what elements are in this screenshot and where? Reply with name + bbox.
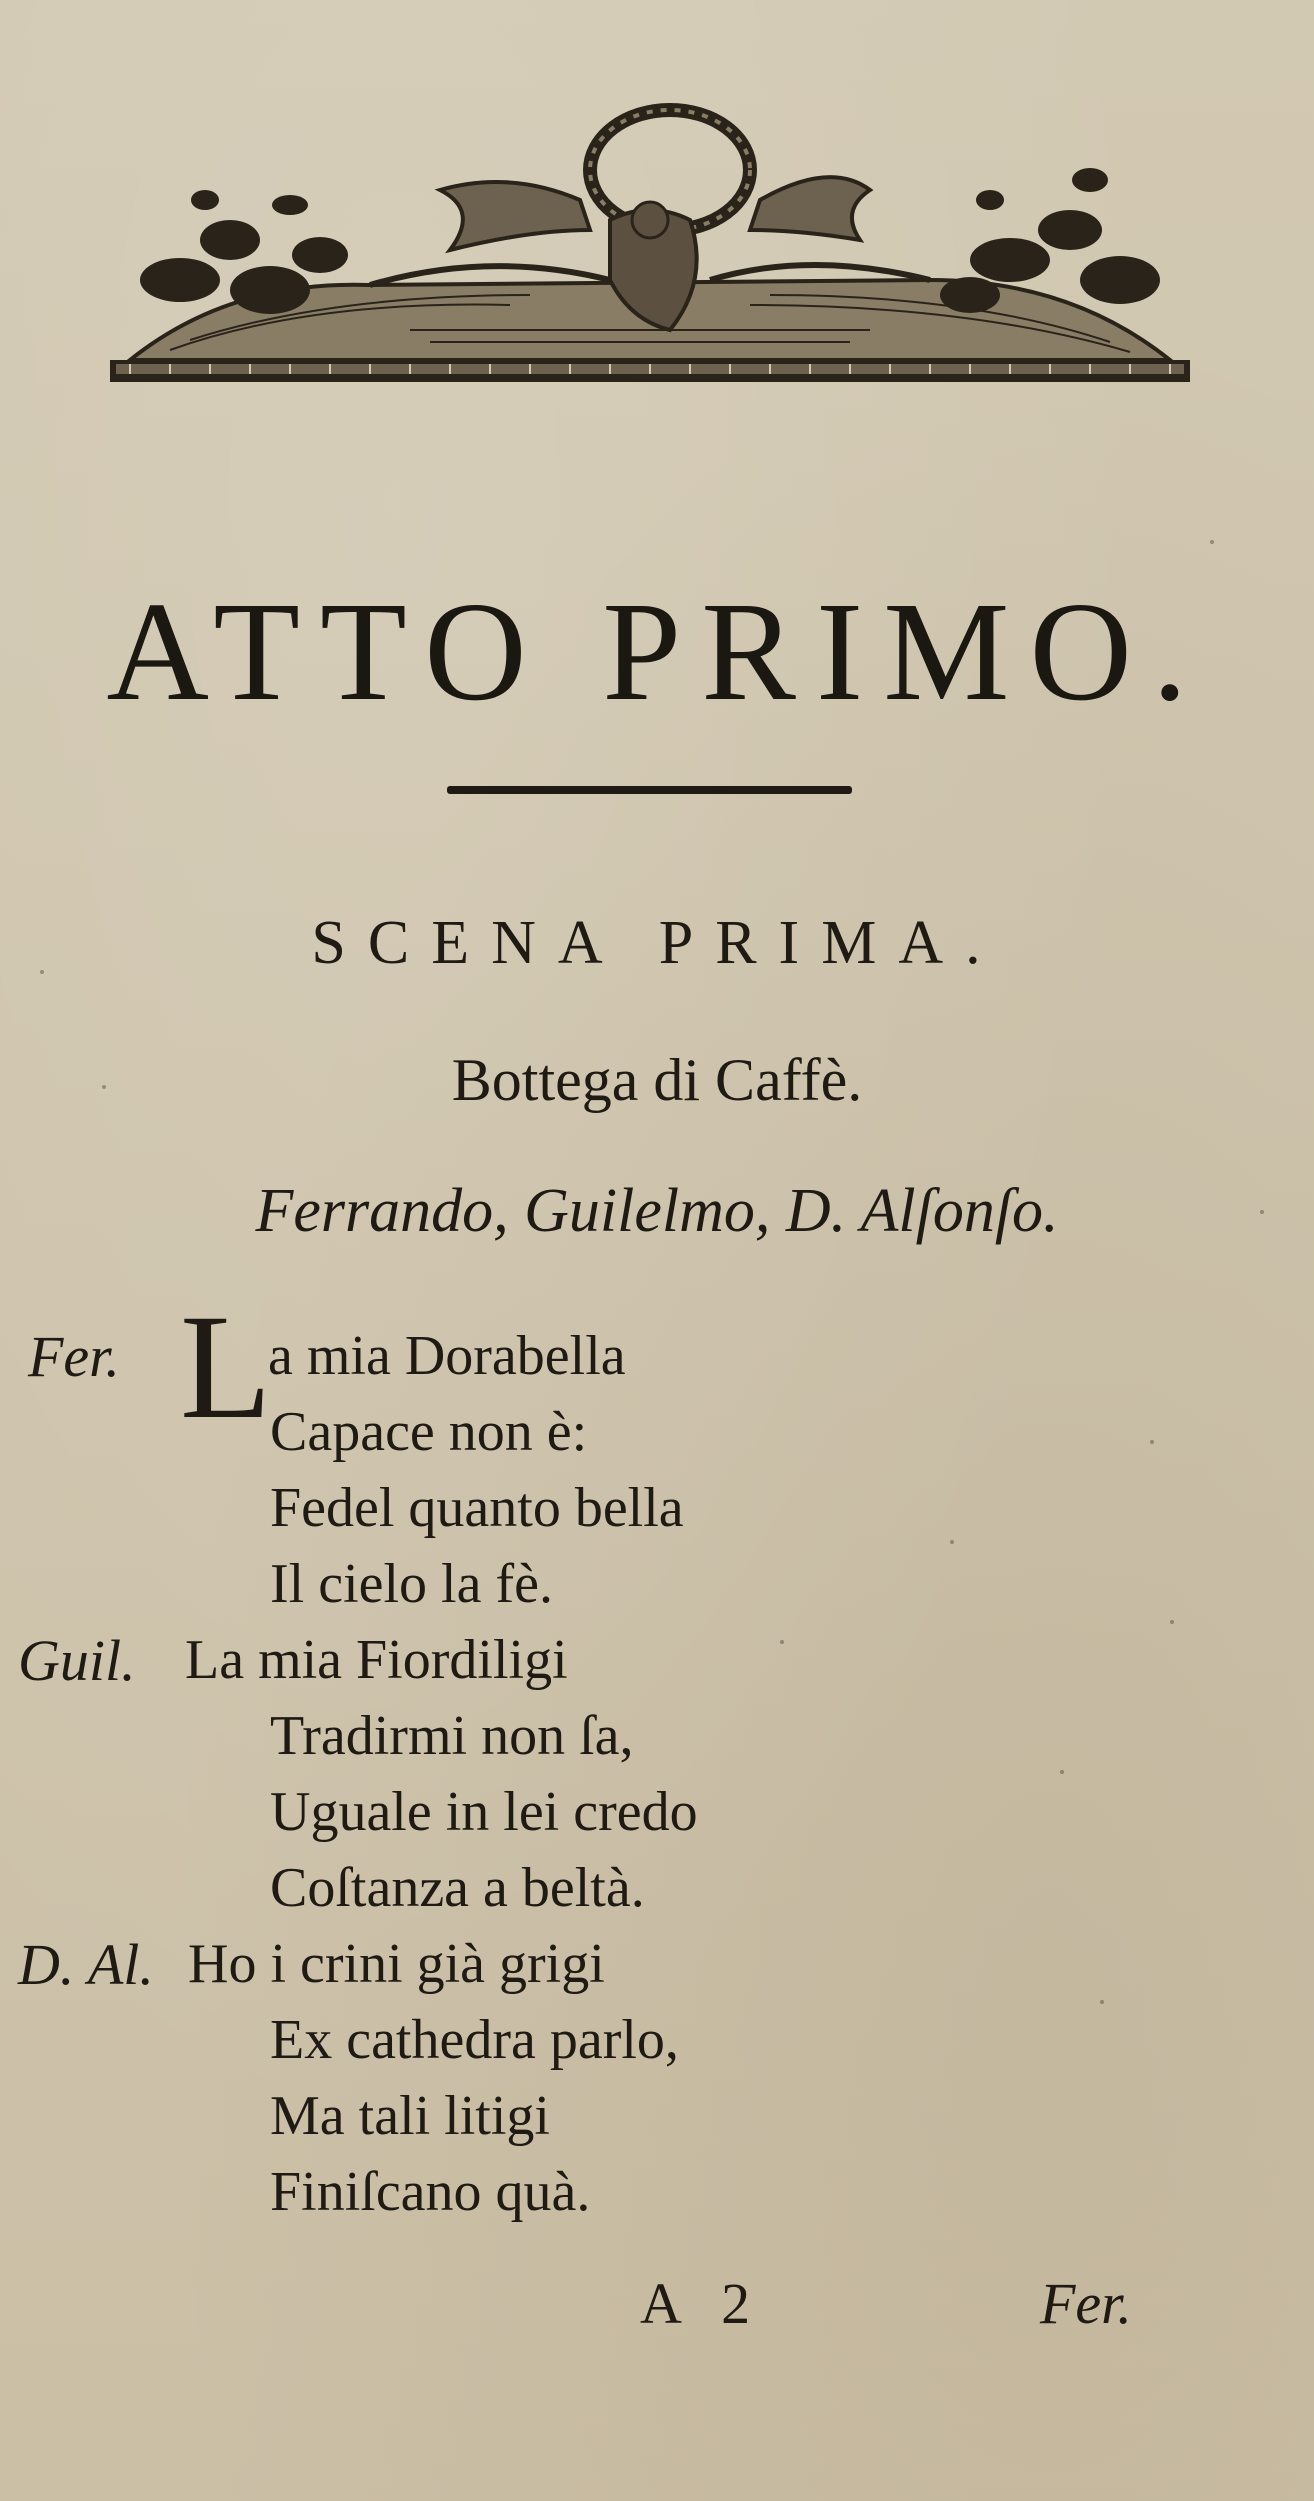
verse-text: Tradirmi non ſa, — [270, 1705, 634, 1767]
verse-line — [0, 1700, 1200, 1768]
verse-text: Ex cathedra parlo, — [270, 2009, 679, 2071]
verse-text: La mia Fiordiligi — [185, 1629, 568, 1691]
catchword: Fer. — [1040, 2271, 1132, 2336]
verse-line — [0, 1776, 1200, 1844]
title-rule — [447, 786, 852, 794]
verse-text: a mia Dorabella — [268, 1325, 626, 1387]
verse-text: Uguale in lei credo — [270, 1781, 698, 1843]
speaker-name: Fer. — [28, 1324, 120, 1389]
verse-line — [0, 2156, 1200, 2224]
speaker-name: Guil. — [18, 1628, 136, 1693]
verse-text: Fedel quanto bella — [270, 1477, 684, 1539]
verse-text: Il cielo la fè. — [270, 1553, 553, 1615]
verse-line — [0, 1472, 1200, 1540]
verse-line — [0, 2080, 1200, 2148]
verse-text: Finiſcano quà. — [270, 2161, 591, 2223]
scene-heading: SCENA PRIMA. — [311, 909, 1003, 977]
verse-text: Ma tali litigi — [270, 2085, 550, 2147]
act-title: ATTO PRIMO. — [106, 572, 1208, 730]
scene-setting: Bottega di Caffè. — [451, 1047, 863, 1113]
verse-line — [0, 1928, 1200, 1996]
verse-text: Ho i crini già grigi — [188, 1933, 605, 1995]
characters-list: Ferrando, Guilelmo, D. Alſonſo. — [255, 1177, 1059, 1245]
garland-ribbon-ornament-icon — [110, 80, 1190, 410]
verse-line — [0, 2004, 1200, 2072]
verse-line — [0, 1548, 1200, 1616]
verse-line — [0, 1396, 1200, 1464]
verse-text: Coſtanza a beltà. — [270, 1857, 645, 1919]
drop-capital: L — [180, 1284, 272, 1450]
speaker-name: D. Al. — [18, 1932, 154, 1997]
signature-mark: A 2 — [640, 2271, 765, 2336]
verse-text: Capace non è: — [270, 1401, 588, 1463]
verse-line — [0, 1852, 1200, 1920]
verse-line — [0, 1624, 1200, 1692]
